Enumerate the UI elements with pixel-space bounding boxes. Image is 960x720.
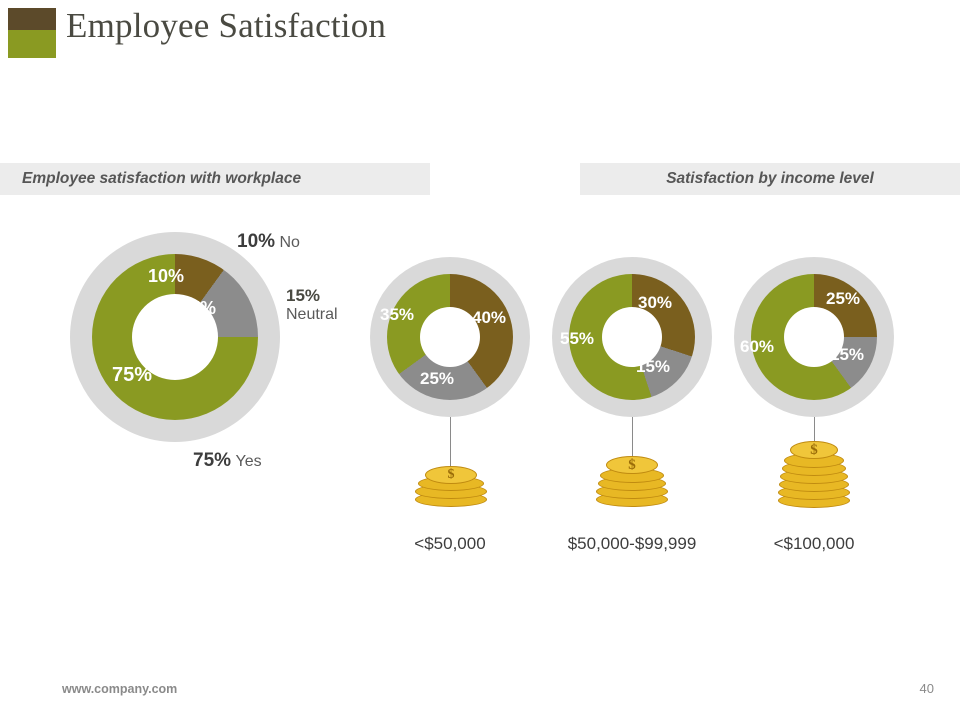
page-title: Employee Satisfaction: [66, 6, 387, 45]
coin-stack-2: [596, 456, 668, 508]
coin-stack-3: [778, 441, 850, 509]
connector-line-1: [450, 417, 451, 467]
slice-label-gray: 15%: [636, 357, 671, 376]
slice-label-green: 55%: [560, 329, 595, 348]
coin-top: $: [425, 466, 477, 484]
header-accent-top: [8, 8, 56, 30]
legend-yes-pct: 75%: [193, 450, 232, 471]
legend-no-label: No: [279, 234, 300, 251]
section-banner-left: Employee satisfaction with workplace: [0, 163, 430, 195]
donut-hole: [132, 294, 218, 380]
page-number: 40: [919, 681, 934, 696]
slice-label-brown: 40%: [472, 308, 507, 327]
income-label-2: $50,000-$99,999: [567, 534, 697, 553]
header-accent-bottom: [8, 30, 56, 58]
income-donut-chart-3: [734, 257, 894, 417]
legend-neutral-label: Neutral: [286, 305, 338, 323]
donut-hole: [784, 307, 844, 367]
slice-label-brown: 25%: [826, 289, 861, 308]
slice-label-yes: 75%: [112, 364, 153, 386]
legend-no: [237, 231, 300, 253]
slice-label-green: 60%: [740, 337, 775, 356]
slice-label-gray: 25%: [420, 369, 455, 388]
header-accent-block: [8, 8, 56, 58]
donut-hole: [420, 307, 480, 367]
donut-hole: [602, 307, 662, 367]
slice-label-brown: 30%: [638, 293, 673, 312]
legend-no-pct: 10%: [237, 231, 276, 252]
slice-label-gray: 15%: [830, 345, 865, 364]
main-donut-chart: [70, 232, 280, 442]
income-label-3: <$100,000: [773, 534, 855, 553]
legend-neutral: [286, 286, 338, 324]
slice-label-no: 10%: [148, 266, 185, 286]
slice-label-green: 35%: [380, 305, 415, 324]
connector-line-2: [632, 417, 633, 457]
slice-label-neutral: 15%: [180, 298, 217, 318]
legend-neutral-pct: 15%: [286, 286, 321, 305]
coin-stack-1: [415, 466, 487, 506]
connector-line-3: [814, 417, 815, 442]
footer-url[interactable]: www.company.com: [62, 682, 178, 696]
section-banner-right: Satisfaction by income level: [580, 163, 960, 195]
income-donut-chart-1: [370, 257, 530, 417]
coin-top: $: [606, 456, 658, 474]
legend-yes-label: Yes: [235, 453, 262, 470]
coin-top: $: [790, 441, 838, 459]
legend-yes: [193, 450, 262, 472]
income-donut-chart-2: [552, 257, 712, 417]
income-label-1: <$50,000: [414, 534, 486, 553]
